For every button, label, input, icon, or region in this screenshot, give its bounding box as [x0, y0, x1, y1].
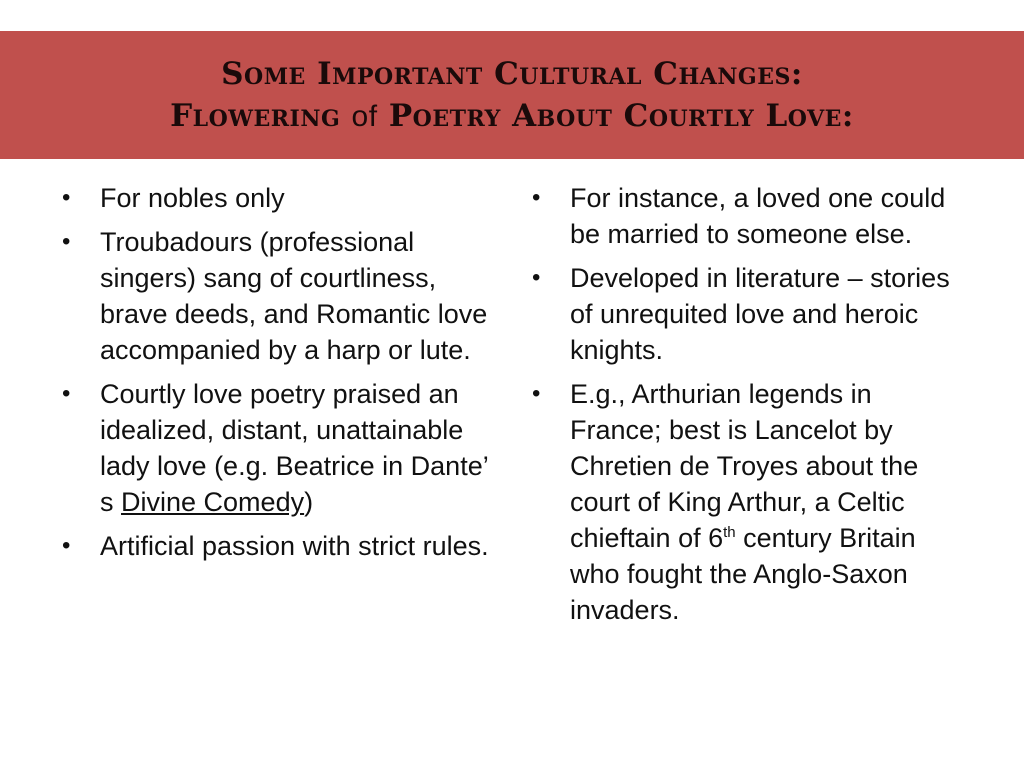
- bullet-text: Courtly love poetry praised an idealized, distant, unattainable lady love (e.g. Beatrice in Dante’ s: [100, 379, 488, 517]
- bullet-text: Troubadours (professional singers) sang of courtliness, brave deeds, and Romantic love accompanied by a harp or lute.: [100, 227, 488, 365]
- list-item: [528, 260, 968, 368]
- right-bullet-list: [528, 180, 968, 636]
- divine-comedy-title: Divine Comedy: [121, 487, 305, 517]
- title-line-1: Some Important Cultural Changes:: [221, 55, 803, 92]
- bullet-icon: •: [532, 264, 541, 291]
- bullet-text: E.g., Arthurian legends in France; best is Lancelot by Chretien de Troyes about the court of King Arthur, a Celtic chieftain of 6: [570, 379, 919, 553]
- list-item: [58, 528, 508, 564]
- list-item: [58, 376, 508, 520]
- ordinal-suffix: th: [723, 524, 736, 541]
- title-flowering: Flowering: [170, 97, 341, 134]
- bullet-icon: •: [62, 228, 71, 255]
- bullet-icon: •: [532, 380, 541, 407]
- bullet-icon: •: [62, 184, 71, 211]
- list-item: [58, 224, 508, 368]
- title-bar: [0, 31, 1024, 159]
- bullet-text-end: century Britain who fought the Anglo-Saxon invaders.: [570, 523, 916, 625]
- bullet-text-end: ): [304, 487, 314, 517]
- left-bullet-list: [58, 180, 508, 572]
- bullet-text: Artificial passion with strict rules.: [100, 531, 489, 561]
- title-of: of: [351, 99, 378, 133]
- title-line-2: [170, 95, 854, 138]
- bullet-text: Developed in literature – stories of unrequited love and heroic knights.: [570, 263, 950, 365]
- content-columns: [0, 180, 1024, 740]
- list-item: [528, 180, 968, 252]
- title-poetry: Poetry About Courtly Love:: [388, 97, 854, 134]
- list-item: [58, 180, 508, 216]
- bullet-text: For instance, a loved one could be married to someone else.: [570, 183, 946, 249]
- bullet-icon: •: [532, 184, 541, 211]
- bullet-icon: •: [62, 380, 71, 407]
- bullet-text: For nobles only: [100, 183, 285, 213]
- bullet-icon: •: [62, 532, 71, 559]
- list-item: [528, 376, 968, 628]
